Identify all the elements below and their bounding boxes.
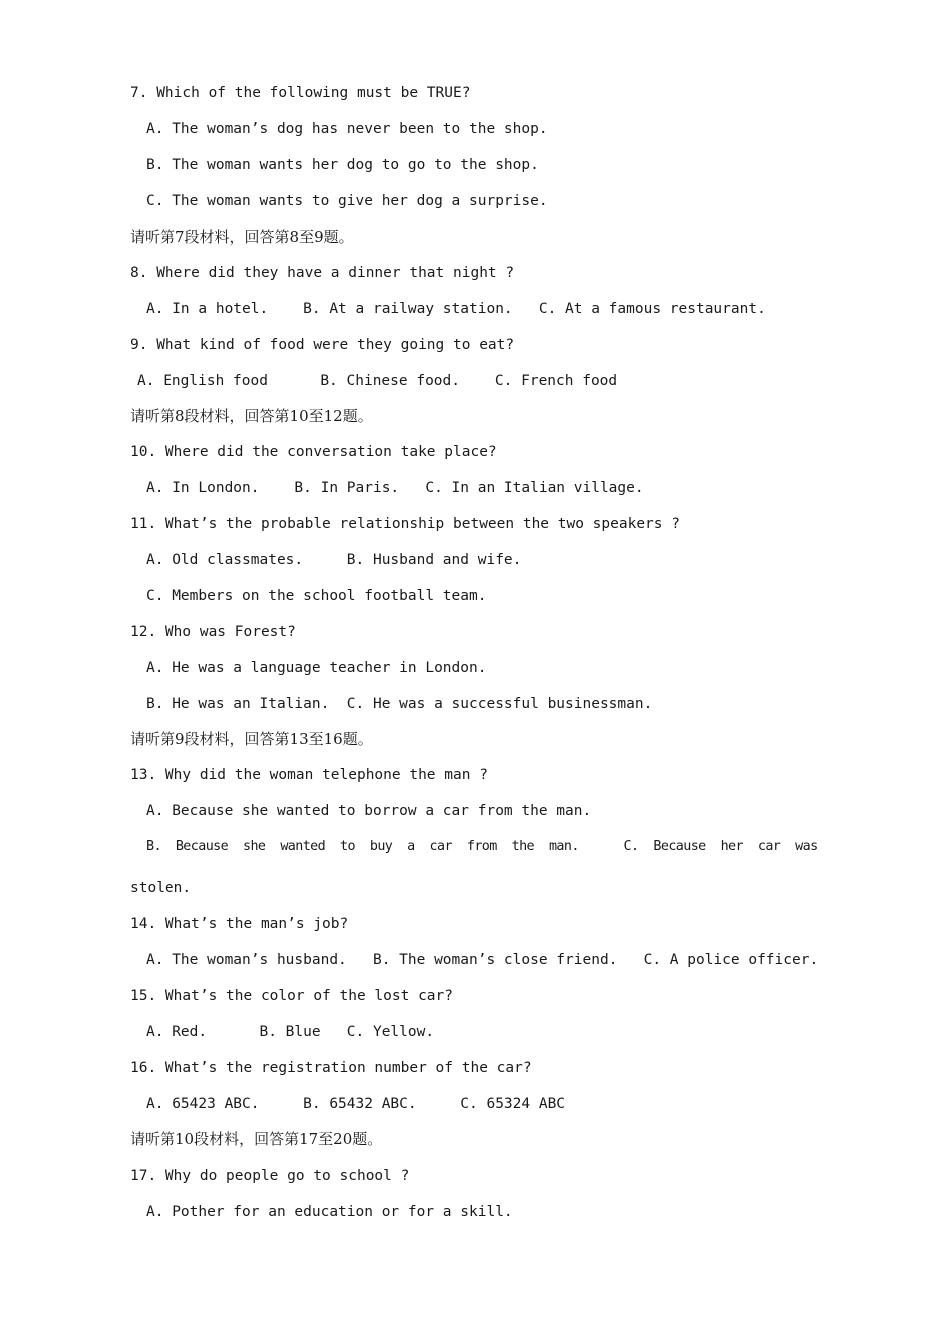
q11-options-ab: A. Old classmates. B. Husband and wife.: [146, 552, 522, 568]
question-9: 9. What kind of food were they going to eat?: [130, 337, 515, 353]
question-12: 12. Who was Forest?: [130, 624, 296, 640]
question-14: 14. What’s the man’s job?: [130, 916, 349, 932]
question-15: 15. What’s the color of the lost car?: [130, 988, 454, 1004]
question-16: 16. What’s the registration number of the car?: [130, 1060, 532, 1076]
q13-option-c-continued: stolen.: [130, 880, 192, 896]
q7-option-b: B. The woman wants her dog to go to the shop.: [146, 157, 539, 173]
question-13: 13. Why did the woman telephone the man ?: [130, 767, 488, 783]
q11-option-c: C. Members on the school football team.: [146, 588, 487, 604]
q14-options: A. The woman’s husband. B. The woman’s close friend. C. A police officer.: [146, 952, 819, 968]
q7-option-c: C. The woman wants to give her dog a surprise.: [146, 193, 548, 209]
question-17: 17. Why do people go to school ?: [130, 1168, 410, 1184]
q12-options-bc: B. He was an Italian. C. He was a successful businessman.: [146, 696, 653, 712]
q17-option-a: A. Pother for an education or for a skill.: [146, 1204, 513, 1220]
q13-option-a: A. Because she wanted to borrow a car from the man.: [146, 803, 592, 819]
q13-options-bc: B. Because she wanted to buy a car from the man. C. Because her car was: [146, 839, 818, 854]
section-instruction-7: 请听第7段材料，回答第8至9题。: [130, 228, 354, 246]
q12-option-a: A. He was a language teacher in London.: [146, 660, 487, 676]
section-instruction-9: 请听第9段材料，回答第13至16题。: [130, 730, 373, 748]
question-8: 8. Where did they have a dinner that night ?: [130, 265, 515, 281]
q9-options: A. English food B. Chinese food. C. French food: [137, 373, 618, 389]
q15-options: A. Red. B. Blue C. Yellow.: [146, 1024, 435, 1040]
question-10: 10. Where did the conversation take place?: [130, 444, 497, 460]
section-instruction-10: 请听第10段材料，回答第17至20题。: [130, 1130, 383, 1148]
section-instruction-8: 请听第8段材料，回答第10至12题。: [130, 407, 373, 425]
q8-options: A. In a hotel. B. At a railway station. C. At a famous restaurant.: [146, 301, 766, 317]
question-11: 11. What’s the probable relationship between the two speakers ?: [130, 516, 680, 532]
q7-option-a: A. The woman’s dog has never been to the shop.: [146, 121, 548, 137]
q10-options: A. In London. B. In Paris. C. In an Italian village.: [146, 480, 644, 496]
question-7: 7. Which of the following must be TRUE?: [130, 85, 471, 101]
q16-options: A. 65423 ABC. B. 65432 ABC. C. 65324 ABC: [146, 1096, 566, 1112]
